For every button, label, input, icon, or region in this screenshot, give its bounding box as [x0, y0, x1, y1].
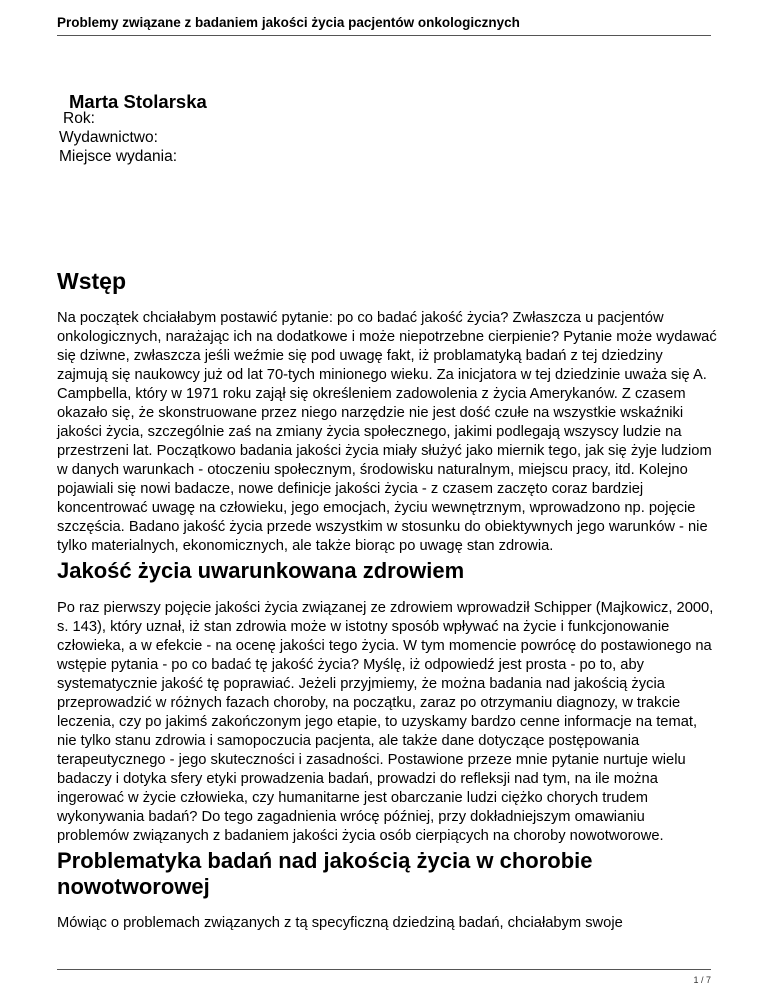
publisher-label: Wydawnictwo: — [59, 129, 158, 146]
year-label: Rok: — [63, 110, 95, 127]
section-heading-cancer-research: Problematyka badań nad jakością życia w chorobie nowotworowej — [57, 848, 593, 899]
place-label: Miejsce wydania: — [59, 148, 178, 165]
section-paragraph-intro: Na początek chciałabym postawić pytanie: po co badać jakość życia? Zwłaszcza u pacjentów onkologicznych, narażając ich na dodatkowe i może niepotrzebne cierpienie? Pytanie może wydawać się dziwne, zwłaszcza jeśli weźmie się pod uwagę fakt, iż problamatyką badań z tej dziedziny zajmują się naukowcy już od lat 70-tych minionego wieku. Za inicjatora w tej dziedzinie uważa się A. Campbella, który w 1971 roku zajął się określeniem zadowolenia z życia Amerykanów. Z czasem okazało się, że skonstruowane przez niego narzędzie nie jest dość czułe na wszystkie wskaźniki jakości życia, szczególnie zaś na zmiany życia społecznego, jakimi podlegają wszyscy ludzie na przestrzeni lat. Początkowo badania jakości życia miały służyć jako miernik tego, jak się żyje ludziom w danych warunkach - otoczeniu społecznym, środowisku naturalnym, miejscu pracy, itd. Kolejno pojawiali się nowi badacze, nowe definicje jakości życia - z czasem zaczęto coraz bardziej koncentrować uwagę na człowieku, jego emocjach, życiu wewnętrznym, wprowadzono np. pojęcie szczęścia. Badano jakość życia przede wszystkim w stosunku do obiektywnych jego warunków - nie tylko materialnych, ekonomicznych, ale także biorąc po uwagę stan zdrowia. — [57, 310, 717, 554]
publication-meta — [59, 109, 177, 166]
section-paragraph-cancer-research: Mówiąc o problemach związanych z tą specyficzną dziedziną badań, chciałabym swoje — [57, 915, 623, 931]
page-number: 1 / 7 — [693, 975, 711, 985]
header-divider — [57, 35, 711, 36]
section-heading-health-quality: Jakość życia uwarunkowana zdrowiem — [57, 558, 465, 583]
footer-divider — [57, 969, 711, 970]
section-heading-intro: Wstęp — [57, 268, 126, 294]
article-body — [57, 268, 717, 935]
section-paragraph-health-quality: Po raz pierwszy pojęcie jakości życia związanej ze zdrowiem wprowadził Schipper (Majkowicz, 2000, s. 143), który uznał, iż stan zdrowia może w istotny sposób wpływać na życie i funkcjonowanie człowieka, a w efekcie - na ocenę jakości tego życia. W tym momencie powrócę do postawionego na wstępie pytania - po co badać tę jakość życia? Myślę, iż odpowiedź jest prosta - po to, aby systematycznie jakość tę poprawiać. Jeżeli przyjmiemy, że można badania nad jakością życia przeprowadzić w różnych fazach choroby, na początku, zaraz po otrzymaniu diagnozy, w trakcie leczenia, czy po jakimś zakończonym jego etapie, to uzyskamy bardzo cenne informacje na temat, nie tylko stanu zdrowia i samopoczucia pacjenta, ale także dane dotyczące postępowania terapeutycznego - jego skuteczności i zasadności. Postawione przeze mnie pytanie nurtuje wielu badaczy i dotyka sfery etyki prowadzenia badań, prowadzi do refleksji nad tym, na ile można ingerować w życie człowieka, czy humanitarne jest obarczanie ludzi ciężko chorych trudem wykonywania badań? Do tego zagadnienia wrócę później, przy dokładniejszym omawianiu problemów związanych z badaniem jakości życia osób cierpiących na choroby nowotworowe. — [57, 600, 714, 844]
author-name: Marta Stolarska — [69, 91, 207, 112]
page-header: Problemy związane z badaniem jakości życia pacjentów onkologicznych — [57, 15, 520, 30]
